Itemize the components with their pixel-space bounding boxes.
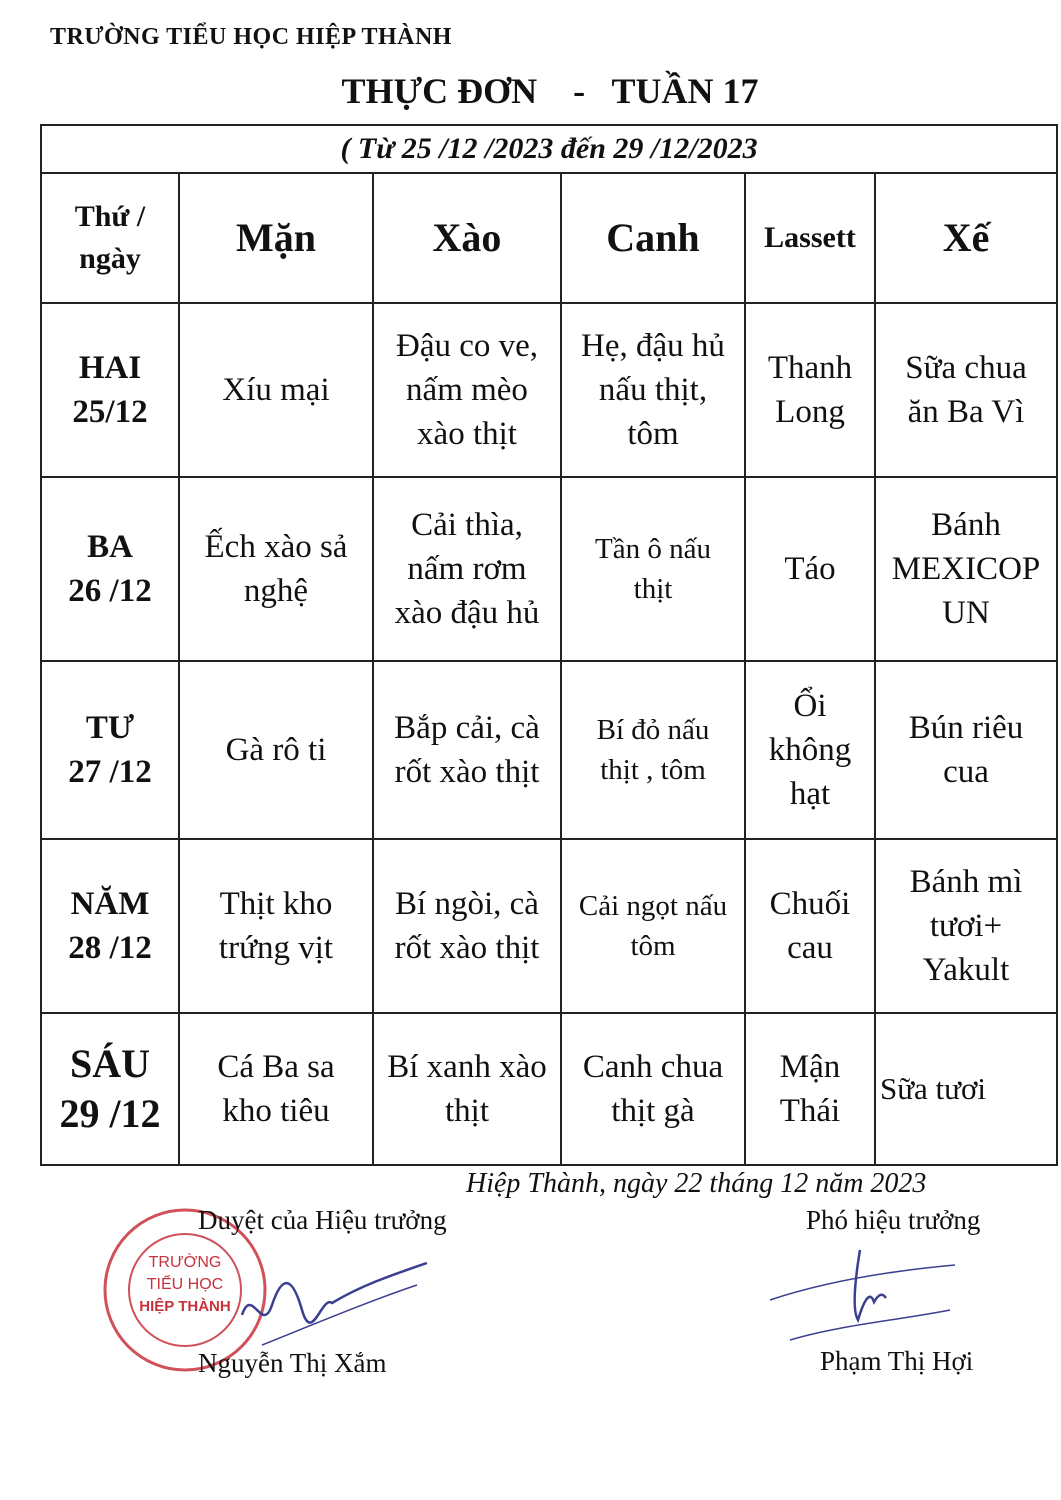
- lassett-cell: Mận Thái: [745, 1013, 875, 1165]
- xe-cell: Sữa chua ăn Ba Vì: [875, 303, 1057, 477]
- vice-principal-name: Phạm Thị Hợi: [820, 1346, 974, 1376]
- stamp-line-2: TIỂU HỌC: [146, 1276, 224, 1293]
- canh-cell: Hẹ, đậu hủ nấu thịt, tôm: [561, 303, 745, 477]
- col-header-man: Mặn: [179, 173, 373, 303]
- canh-cell: Cải ngọt nấu tôm: [561, 839, 745, 1013]
- principal-signature-icon: [232, 1255, 432, 1350]
- man-cell: Ếch xào sả nghệ: [179, 477, 373, 661]
- menu-table: [40, 124, 1058, 1166]
- xao-cell: Bí ngòi, cà rốt xào thịt: [373, 839, 561, 1013]
- xe-cell: Sữa tươi: [875, 1013, 1057, 1165]
- vice-principal-signature-icon: [760, 1240, 960, 1350]
- table-row: [41, 303, 1057, 477]
- header-row: [41, 173, 1057, 303]
- xao-cell: Đậu co ve, nấm mèo xào thịt: [373, 303, 561, 477]
- date-range: ( Từ 25 /12 /2023 đến 29 /12/2023: [41, 125, 1057, 173]
- xe-cell: Bánh MEXICOP UN: [875, 477, 1057, 661]
- xao-cell: Bí xanh xào thịt: [373, 1013, 561, 1165]
- canh-cell: Bí đỏ nấu thịt , tôm: [561, 661, 745, 839]
- col-header-xe: Xế: [875, 173, 1057, 303]
- xe-cell: Bánh mì tươi+ Yakult: [875, 839, 1057, 1013]
- lassett-cell: Thanh Long: [745, 303, 875, 477]
- lassett-cell: Chuối cau: [745, 839, 875, 1013]
- lassett-cell: Táo: [745, 477, 875, 661]
- man-cell: Xíu mại: [179, 303, 373, 477]
- principal-title: Duyệt của Hiệu trưởng: [198, 1205, 447, 1235]
- xao-cell: Bắp cải, cà rốt xào thịt: [373, 661, 561, 839]
- col-header-xao: Xào: [373, 173, 561, 303]
- col-header-canh: Canh: [561, 173, 745, 303]
- canh-cell: Canh chua thịt gà: [561, 1013, 745, 1165]
- lassett-cell: Ổi không hạt: [745, 661, 875, 839]
- stamp-line-1: TRƯỜNG: [148, 1254, 222, 1271]
- school-name: TRƯỜNG TIỂU HỌC HIỆP THÀNH: [50, 24, 452, 50]
- col-header-lassett: Lassett: [745, 173, 875, 303]
- day-cell: TƯ 27 /12: [41, 661, 179, 839]
- col-header-day: Thứ / ngày: [41, 173, 179, 303]
- man-cell: Cá Ba sa kho tiêu: [179, 1013, 373, 1165]
- day-cell: SÁU 29 /12: [41, 1013, 179, 1165]
- man-cell: Gà rô ti: [179, 661, 373, 839]
- canh-cell: Tần ô nấu thịt: [561, 477, 745, 661]
- xao-cell: Cải thìa, nấm rơm xào đậu hủ: [373, 477, 561, 661]
- place-date: Hiệp Thành, ngày 22 tháng 12 năm 2023: [466, 1168, 927, 1199]
- day-cell: BA 26 /12: [41, 477, 179, 661]
- table-row: [41, 477, 1057, 661]
- menu-title: THỰC ĐƠN - TUẦN 17: [341, 71, 759, 111]
- table-row: [41, 661, 1057, 839]
- xe-cell: Bún riêu cua: [875, 661, 1057, 839]
- day-cell: NĂM 28 /12: [41, 839, 179, 1013]
- stamp-line-3: HIỆP THÀNH: [139, 1298, 231, 1315]
- man-cell: Thịt kho trứng vịt: [179, 839, 373, 1013]
- table-row: [41, 839, 1057, 1013]
- day-cell: HAI 25/12: [41, 303, 179, 477]
- principal-name: Nguyễn Thị Xắm: [198, 1348, 387, 1378]
- table-row: [41, 1013, 1057, 1165]
- vice-principal-title: Phó hiệu trưởng: [806, 1205, 981, 1235]
